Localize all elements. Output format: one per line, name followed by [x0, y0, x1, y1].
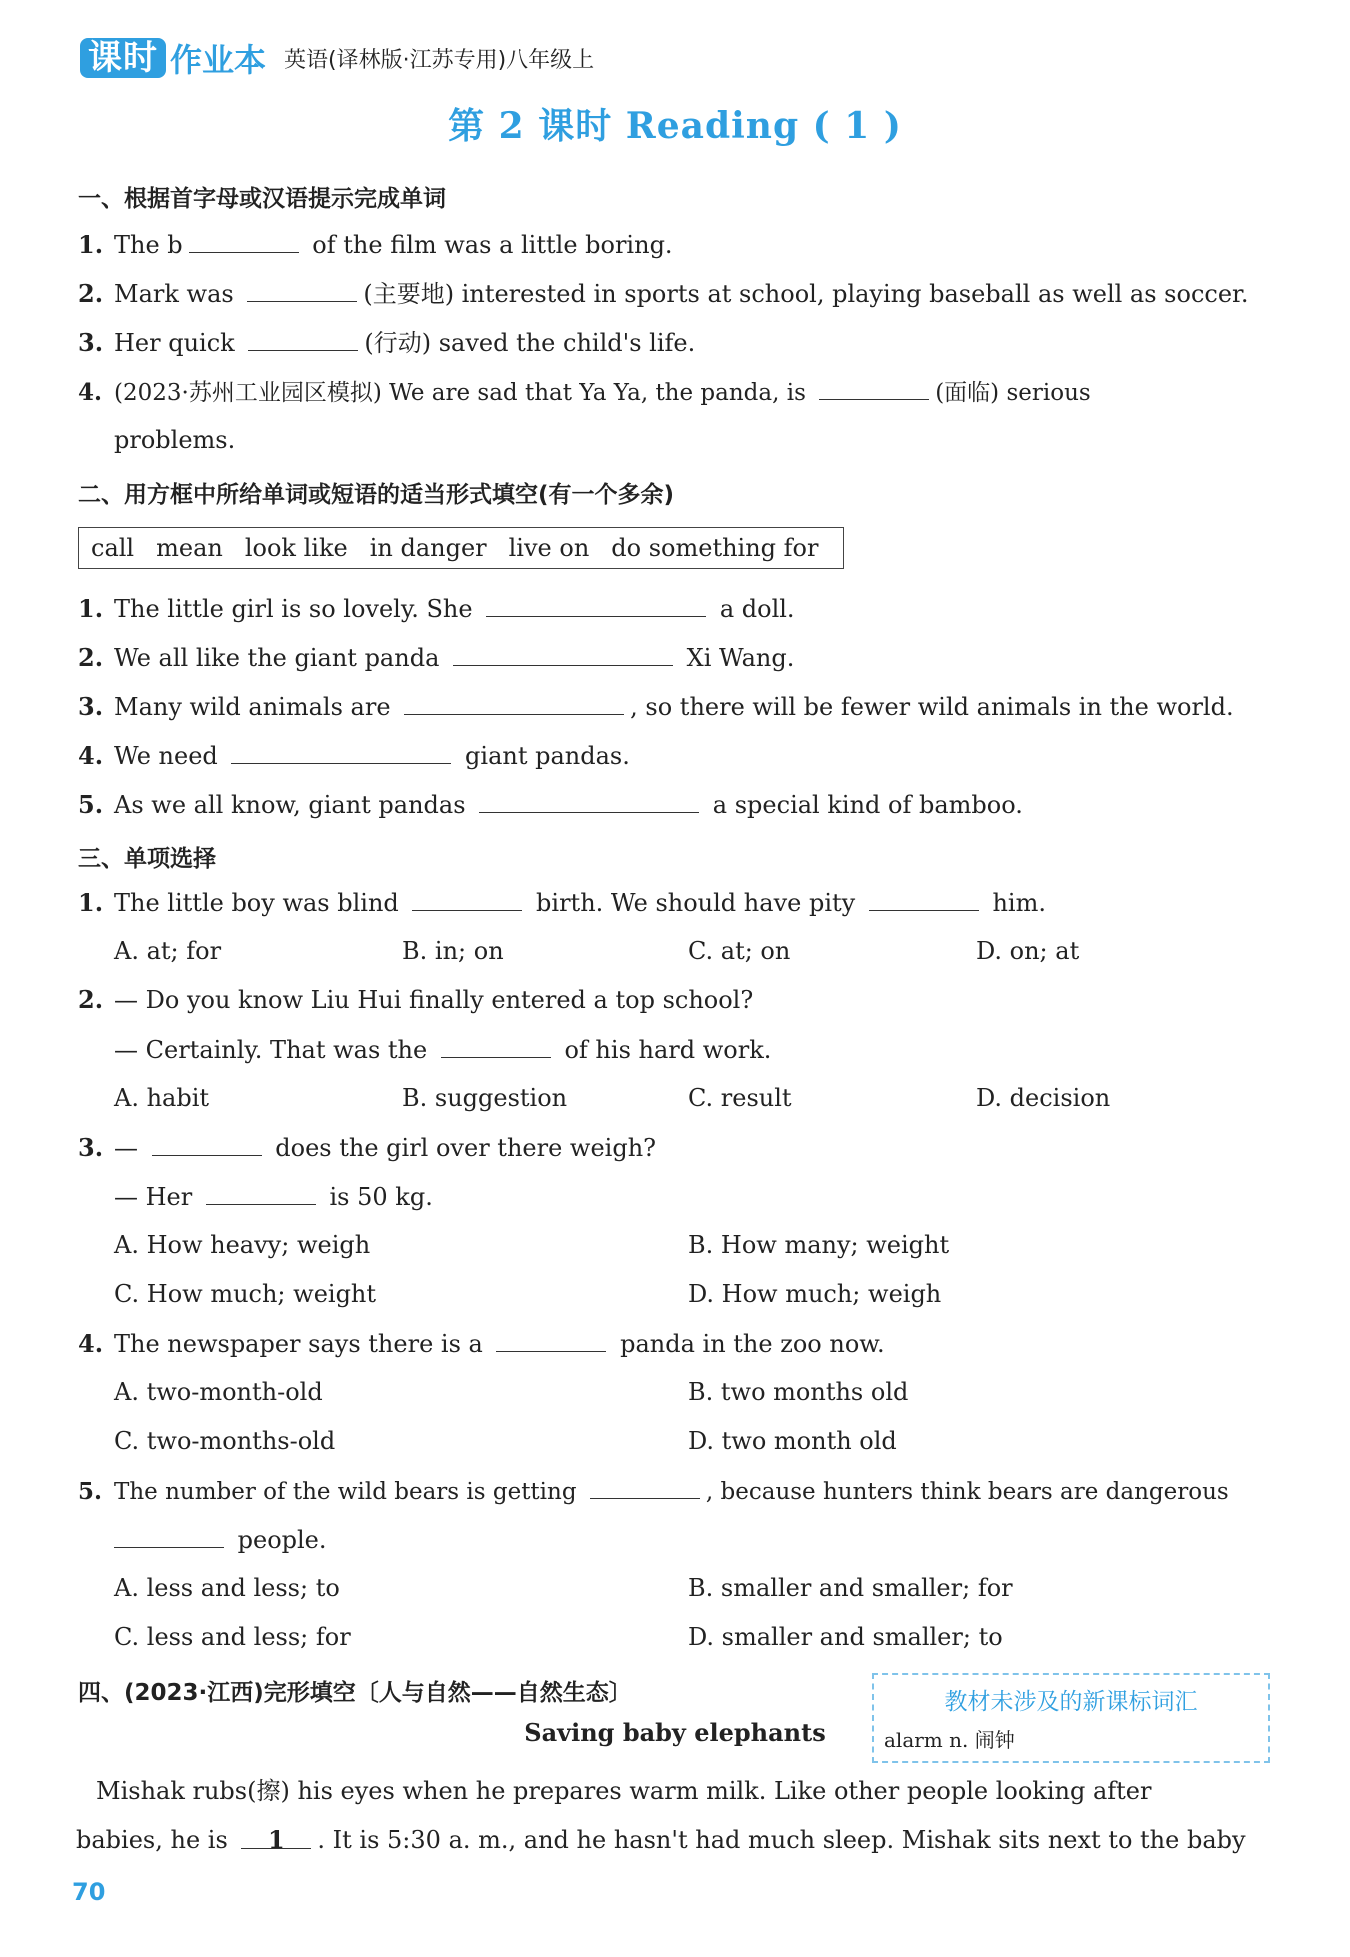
- option-c[interactable]: C. two-months-old: [114, 1427, 336, 1455]
- answer-blank[interactable]: [248, 326, 358, 351]
- vocab-box-title: 教材未涉及的新课标词汇: [944, 1689, 1198, 1715]
- word-bank-box: [78, 527, 844, 569]
- page-number: 70: [72, 1878, 106, 1906]
- answer-blank[interactable]: [441, 1033, 551, 1058]
- option-a[interactable]: A. less and less; to: [114, 1574, 340, 1602]
- option-a[interactable]: A. habit: [114, 1084, 210, 1112]
- option-c[interactable]: C. result: [688, 1084, 792, 1112]
- word-bank-item: do something for: [611, 534, 819, 562]
- word-bank-item: look like: [244, 534, 348, 562]
- answer-blank[interactable]: [819, 375, 929, 400]
- option-d[interactable]: D. smaller and smaller; to: [688, 1623, 1003, 1651]
- s2-item-5: 5. As we all know, giant pandas a special kind of bamboo.: [78, 790, 1023, 819]
- section-4-title: 四、(2023·江西)完形填空〔人与自然——自然生态〕: [78, 1680, 632, 1706]
- option-a[interactable]: A. two-month-old: [114, 1378, 323, 1406]
- answer-blank[interactable]: [206, 1180, 316, 1205]
- option-c[interactable]: C. How much; weight: [114, 1280, 377, 1308]
- s3-q4: 4. The newspaper says there is a panda in the zoo now.: [78, 1329, 885, 1358]
- s3-q1: 1. The little boy was blind birth. We should have pity him.: [78, 888, 1046, 917]
- option-d[interactable]: D. decision: [976, 1084, 1111, 1112]
- s1-item-1: 1. The b of the film was a little boring.: [78, 230, 673, 259]
- option-b[interactable]: B. in; on: [402, 937, 504, 965]
- s1-item-2: 2. Mark was (主要地) interested in sports at school, playing baseball as well as soccer.: [78, 279, 1249, 308]
- s3-q2-reply: — Certainly. That was the of his hard work.: [114, 1033, 1270, 1066]
- passage-line-1: Mishak rubs(擦) his eyes when he prepares warm milk. Like other people looking after: [96, 1777, 1152, 1805]
- passage-title: Saving baby elephants: [524, 1718, 826, 1747]
- word-bank-item: mean: [156, 534, 223, 562]
- header-brand: [80, 38, 594, 78]
- option-b[interactable]: B. two months old: [688, 1378, 909, 1406]
- answer-blank[interactable]: [486, 592, 706, 617]
- option-d[interactable]: D. How much; weigh: [688, 1280, 942, 1308]
- brand-logo: 课时: [80, 38, 166, 78]
- section-3-title: 三、单项选择: [78, 846, 216, 872]
- s1-item-4-cont: problems.: [114, 426, 236, 454]
- s2-item-3: 3. Many wild animals are , so there will be fewer wild animals in the world.: [78, 692, 1234, 721]
- option-d[interactable]: D. two month old: [688, 1427, 897, 1455]
- answer-blank[interactable]: [247, 277, 357, 302]
- answer-blank[interactable]: [404, 690, 624, 715]
- s3-q3-reply: — Her is 50 kg.: [114, 1180, 1270, 1213]
- s1-item-4: 4. (2023·苏州工业园区模拟) We are sad that Ya Ya, the panda, is (面临) serious: [78, 375, 1270, 409]
- s1-item-3: 3. Her quick (行动) saved the child's life.: [78, 328, 696, 357]
- cloze-blank-1[interactable]: 1: [241, 1824, 311, 1849]
- option-b[interactable]: B. How many; weight: [688, 1231, 950, 1259]
- word-bank-item: in danger: [369, 534, 487, 562]
- s3-q2: 2. — Do you know Liu Hui finally entered a top school?: [78, 985, 754, 1014]
- option-c[interactable]: C. less and less; for: [114, 1623, 351, 1651]
- answer-blank[interactable]: [479, 788, 699, 813]
- book-subtitle: 英语(译林版·江苏专用)八年级上: [284, 47, 595, 73]
- answer-blank[interactable]: [869, 886, 979, 911]
- lesson-title: 第 2 课时 Reading ( 1 ): [448, 105, 902, 147]
- answer-blank[interactable]: [189, 228, 299, 253]
- brand-name: 作业本: [170, 41, 267, 79]
- s2-item-1: 1. The little girl is so lovely. She a doll.: [78, 594, 795, 623]
- word-bank-item: live on: [508, 534, 590, 562]
- answer-blank[interactable]: [590, 1474, 700, 1499]
- s3-q5: 5. The number of the wild bears is getting , because hunters think bears are dangerous: [78, 1474, 1270, 1508]
- option-d[interactable]: D. on; at: [976, 937, 1080, 965]
- s2-item-4: 4. We need giant pandas.: [78, 741, 630, 770]
- s2-item-2: 2. We all like the giant panda Xi Wang.: [78, 643, 795, 672]
- vocab-entry: alarm n. 闹钟: [884, 1728, 1015, 1752]
- answer-blank[interactable]: [453, 641, 673, 666]
- passage-line-2: babies, he is 1 . It is 5:30 a. m., and he hasn't had much sleep. Mishak sits next to the baby: [76, 1825, 1246, 1854]
- option-a[interactable]: A. at; for: [114, 937, 222, 965]
- answer-blank[interactable]: [231, 739, 451, 764]
- option-b[interactable]: B. smaller and smaller; for: [688, 1574, 1013, 1602]
- option-b[interactable]: B. suggestion: [402, 1084, 568, 1112]
- s3-q5-cont: people.: [114, 1523, 1270, 1556]
- s3-q3: 3. — does the girl over there weigh?: [78, 1133, 657, 1162]
- option-a[interactable]: A. How heavy; weigh: [114, 1231, 371, 1259]
- word-bank-item: call: [91, 534, 135, 562]
- answer-blank[interactable]: [114, 1523, 224, 1548]
- answer-blank[interactable]: [496, 1327, 606, 1352]
- option-c[interactable]: C. at; on: [688, 937, 791, 965]
- section-2-title: 二、用方框中所给单词或短语的适当形式填空(有一个多余): [78, 482, 675, 508]
- section-1-title: 一、根据首字母或汉语提示完成单词: [78, 186, 446, 212]
- answer-blank[interactable]: [152, 1131, 262, 1156]
- answer-blank[interactable]: [412, 886, 522, 911]
